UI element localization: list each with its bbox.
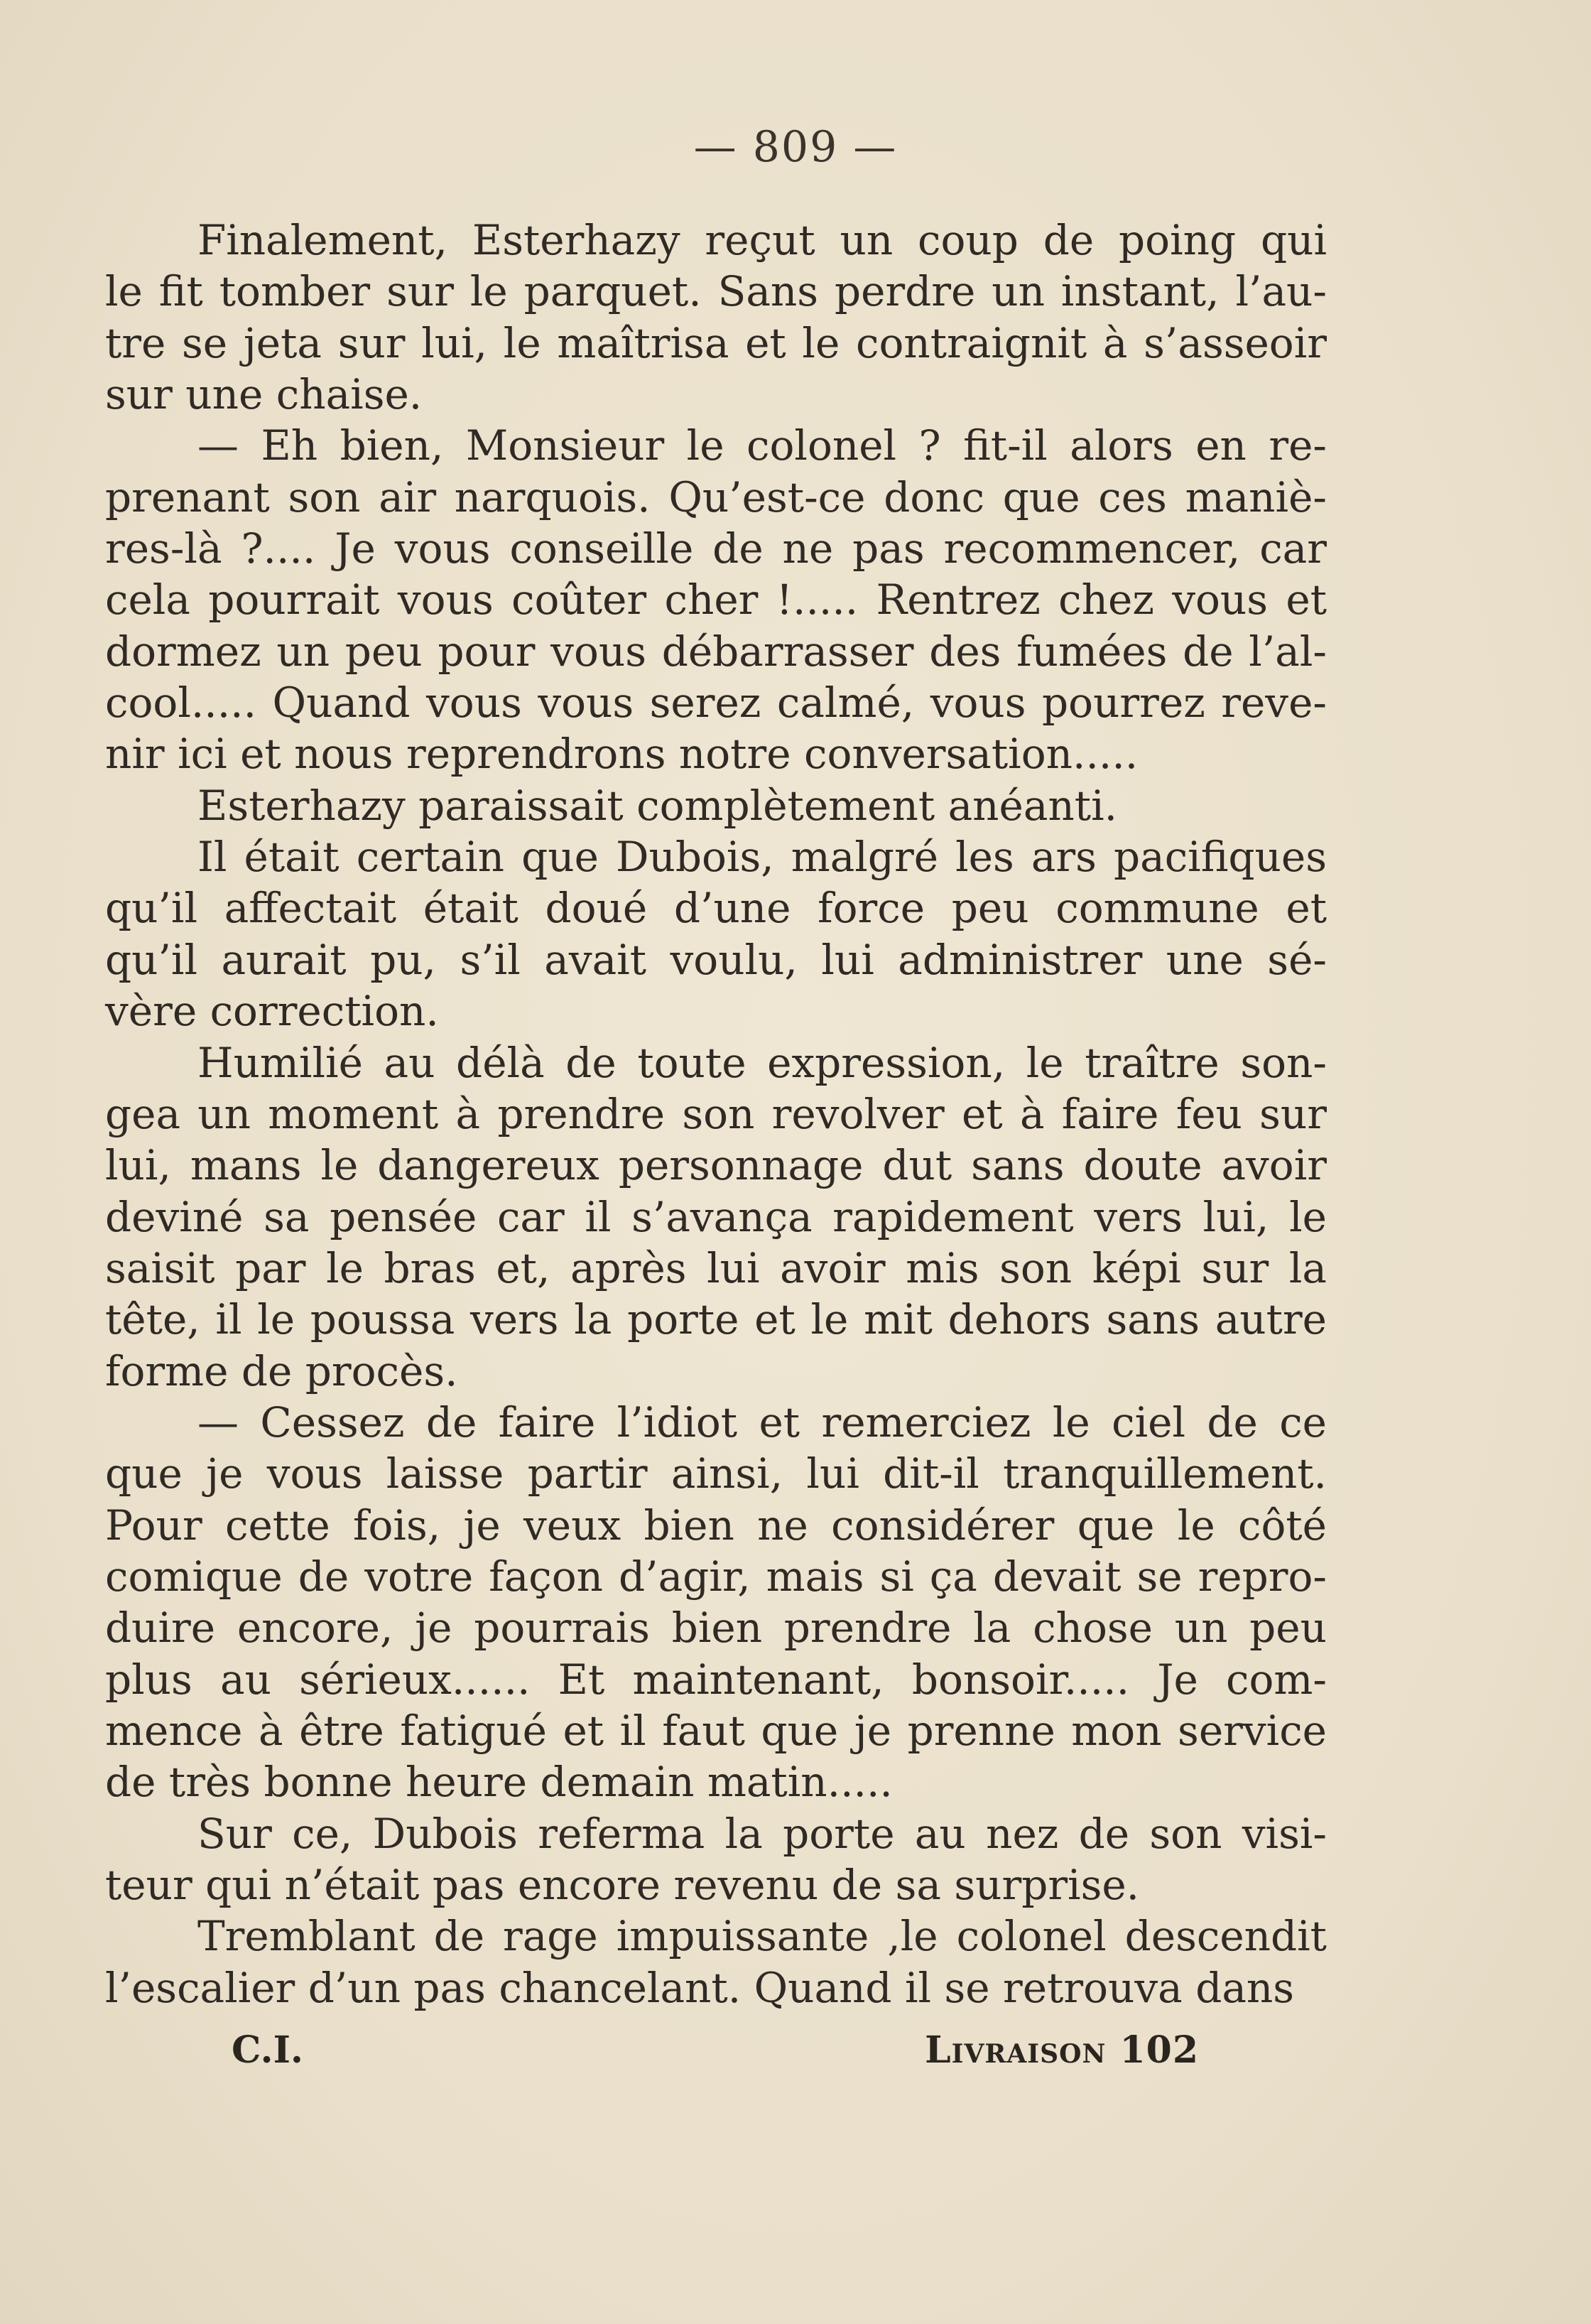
paragraph <box>105 420 1327 779</box>
livraison-label: Livraison 102 <box>925 2028 1199 2072</box>
text-line: cela pourrait vous coûter cher !..... Rentrez chez vous et <box>105 575 1327 625</box>
text-line: Tremblant de rage impuissante ,le colonel descendit <box>197 1912 1327 1961</box>
text-line: nir ici et nous reprendrons notre conversation..... <box>105 730 1139 779</box>
text-line: le fit tomber sur le parquet. Sans perdre un instant, l’au- <box>105 267 1327 316</box>
text-line: Esterhazy paraissait complètement anéanti. <box>197 781 1118 830</box>
body-text <box>105 215 1327 2014</box>
text-line: tre se jeta sur lui, le maîtrisa et le contraignit à s’asseoir <box>105 318 1327 367</box>
page-number: — 809 — <box>693 122 898 172</box>
paragraph <box>105 1910 1327 2014</box>
paragraph <box>105 780 1327 831</box>
text-line: tête, il le poussa vers la porte et le mit dehors sans autre <box>105 1295 1327 1344</box>
text-line: duire encore, je pourrais bien prendre la chose un peu <box>105 1604 1327 1653</box>
text-line: cool..... Quand vous vous serez calmé, vous pourrez reve- <box>105 679 1327 728</box>
text-line: saisit par le bras et, après lui avoir mis son képi sur la <box>105 1243 1327 1292</box>
text-line: vère correction. <box>105 987 439 1036</box>
text-line: qu’il aurait pu, s’il avait voulu, lui administrer une sé- <box>105 935 1327 984</box>
text-line: Finalement, Esterhazy reçut un coup de poing qui <box>197 216 1327 264</box>
text-line: — Cessez de faire l’idiot et remerciez le ciel de ce <box>197 1398 1327 1447</box>
text-line: comique de votre façon d’agir, mais si ça devait se repro- <box>105 1552 1327 1601</box>
text-line: Pour cette fois, je veux bien ne considérer que le côté <box>105 1501 1327 1550</box>
text-line: gea un moment à prendre son revolver et à faire feu sur <box>105 1089 1327 1138</box>
text-line: mence à être fatigué et il faut que je prenne mon service <box>105 1706 1327 1755</box>
signature-mark: C.I. <box>232 2028 304 2072</box>
text-line: qu’il affectait était doué d’une force peu commune et <box>105 884 1327 933</box>
text-line: deviné sa pensée car il s’avança rapidement vers lui, le <box>105 1192 1327 1241</box>
paragraph <box>105 1397 1327 1808</box>
text-line: l’escalier d’un pas chancelant. Quand il se retrouva dans <box>105 1963 1295 2012</box>
text-line: Humilié au délà de toute expression, le traître son- <box>197 1038 1327 1087</box>
text-line: — Eh bien, Monsieur le colonel ? fit-il alors en re- <box>197 421 1327 470</box>
paragraph <box>105 215 1327 420</box>
paragraph <box>105 1037 1327 1397</box>
text-line: teur qui n’était pas encore revenu de sa surprise. <box>105 1861 1140 1909</box>
text-line: Il était certain que Dubois, malgré les ars pacifiques <box>197 833 1327 882</box>
paragraph <box>105 831 1327 1037</box>
paragraph <box>105 1808 1327 1911</box>
text-line: de très bonne heure demain matin..... <box>105 1758 893 1807</box>
text-line: forme de procès. <box>105 1346 458 1395</box>
text-line: prenant son air narquois. Qu’est-ce donc que ces maniè- <box>105 472 1327 521</box>
text-line: Sur ce, Dubois referma la porte au nez de son visi- <box>197 1809 1327 1858</box>
text-line: dormez un peu pour vous débarrasser des fumées de l’al- <box>105 627 1327 676</box>
text-line: que je vous laisse partir ainsi, lui dit-il tranquillement. <box>105 1449 1327 1498</box>
text-line: res-là ?.... Je vous conseille de ne pas recommencer, car <box>105 524 1327 573</box>
text-line: plus au sérieux...... Et maintenant, bonsoir..... Je com- <box>105 1655 1327 1704</box>
text-line: sur une chaise. <box>105 370 423 419</box>
page-footer <box>105 2028 1327 2080</box>
text-line: lui, mans le dangereux personnage dut sans doute avoir <box>105 1141 1327 1190</box>
